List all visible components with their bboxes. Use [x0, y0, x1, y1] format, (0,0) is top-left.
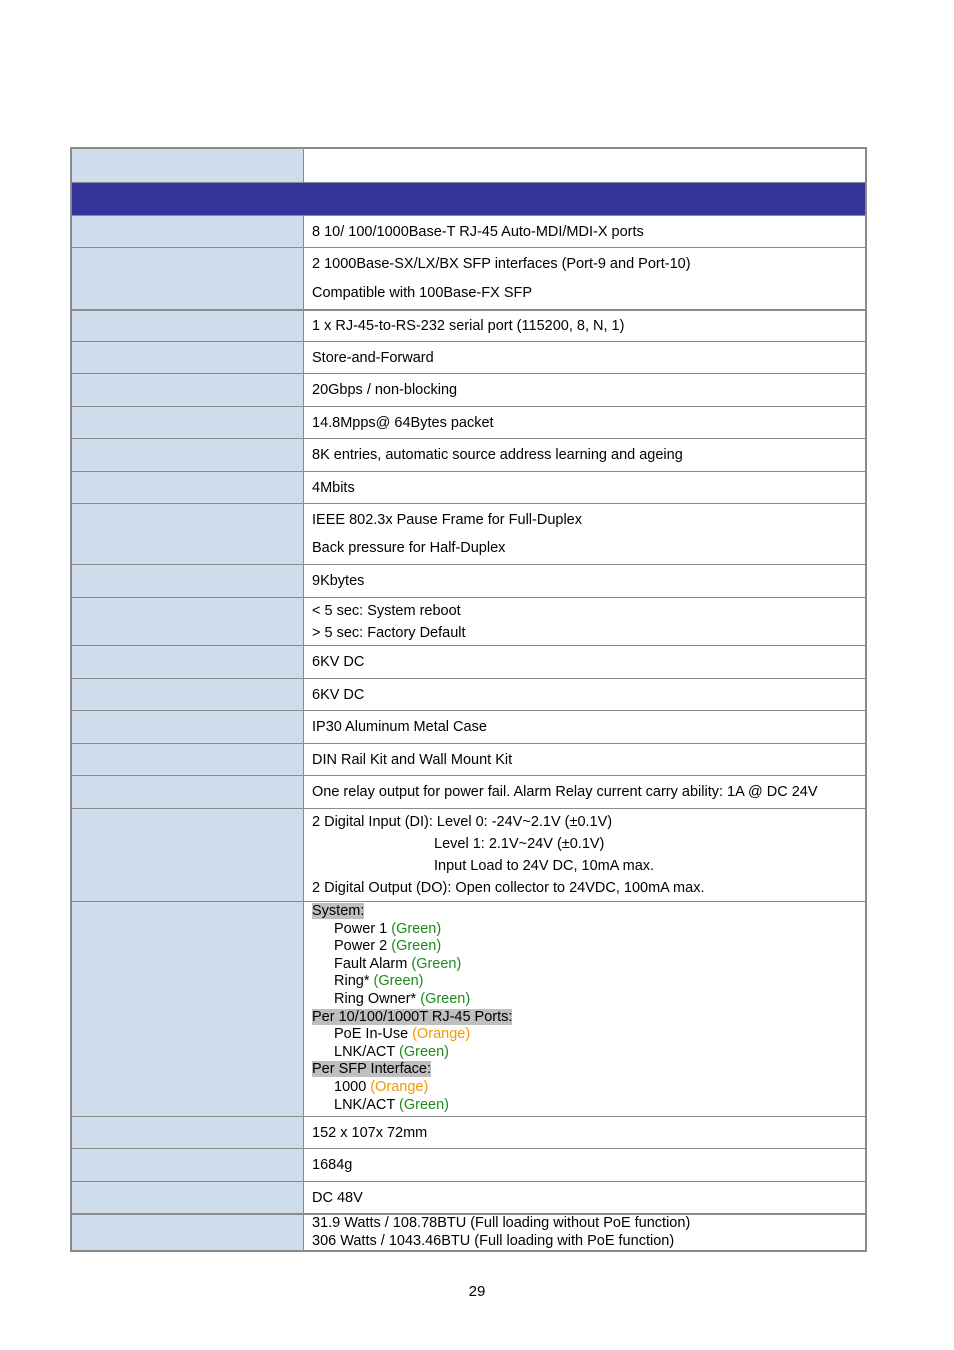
row-label [72, 472, 304, 503]
table-row [72, 247, 865, 309]
led-group-header: System: [312, 903, 365, 919]
table-row [72, 341, 865, 373]
value-line: DC 48V [312, 1189, 363, 1206]
value-line: Compatible with 100Base-FX SFP [312, 285, 533, 301]
row-value [304, 504, 865, 564]
value-line: IEEE 802.3x Pause Frame for Full-Duplex [312, 512, 582, 528]
table-row [72, 564, 865, 597]
table-row [72, 149, 865, 182]
led-item: Ring Owner* (Green) [334, 990, 471, 1007]
value-line: 2 Digital Input (DI): Level 0: -24V~2.1V (±0.1V) [312, 814, 613, 830]
row-label [72, 439, 304, 471]
table-row [72, 406, 865, 438]
table-row [72, 373, 865, 406]
value-line: 4Mbits [312, 479, 355, 496]
row-value [304, 1215, 865, 1250]
row-label [72, 776, 304, 808]
row-label [72, 216, 304, 247]
table-row [72, 503, 865, 564]
table-row [72, 1148, 865, 1181]
value-line: One relay output for power fail. Alarm Relay current carry ability: 1A @ DC 24V [312, 784, 818, 800]
row-value [304, 744, 865, 775]
led-item: Ring* (Green) [334, 973, 424, 990]
value-line: 14.8Mpps@ 64Bytes packet [312, 414, 494, 431]
value-line: 306 Watts / 1043.46BTU (Full loading with PoE function) [312, 1232, 675, 1249]
row-value [304, 149, 865, 182]
value-line: Back pressure for Half-Duplex [312, 540, 506, 556]
row-label [72, 744, 304, 775]
value-line: < 5 sec: System reboot [312, 602, 461, 619]
value-line: > 5 sec: Factory Default [312, 624, 466, 641]
value-line: 1684g [312, 1157, 353, 1173]
row-value [304, 1117, 865, 1148]
value-line: 2 Digital Output (DO): Open collector to 24VDC, 100mA max. [312, 880, 705, 896]
row-label [72, 1182, 304, 1213]
table-row [72, 710, 865, 743]
led-item: PoE In-Use (Orange) [334, 1026, 471, 1043]
row-label [72, 342, 304, 373]
row-value [304, 439, 865, 471]
row-label [72, 1149, 304, 1181]
value-line: IP30 Aluminum Metal Case [312, 719, 487, 735]
led-indicators [304, 902, 865, 1116]
row-label [72, 504, 304, 564]
row-label [72, 598, 304, 645]
row-value [304, 1182, 865, 1213]
value-line: 8 10/ 100/1000Base-T RJ-45 Auto-MDI/MDI-X ports [312, 223, 644, 240]
row-label [72, 711, 304, 743]
row-label [72, 374, 304, 406]
row-value [304, 679, 865, 710]
row-label [72, 1215, 304, 1250]
table-row [72, 1181, 865, 1213]
value-line: 152 x 107x 72mm [312, 1124, 428, 1141]
led-group-header: Per 10/100/1000T RJ-45 Ports: [312, 1008, 513, 1025]
section-header-bar [72, 182, 865, 215]
table-row [72, 438, 865, 471]
value-line: Input Load to 24V DC, 10mA max. [434, 858, 655, 874]
value-line: 20Gbps / non-blocking [312, 382, 458, 398]
value-line: 9Kbytes [312, 573, 365, 589]
value-line: 2 1000Base-SX/LX/BX SFP interfaces (Port-9 and Port-10) [312, 256, 691, 272]
row-label [72, 902, 304, 1116]
row-value [304, 472, 865, 503]
row-label [72, 248, 304, 309]
table-row [72, 678, 865, 710]
value-line: 31.9 Watts / 108.78BTU (Full loading without PoE function) [312, 1214, 691, 1231]
value-line: DIN Rail Kit and Wall Mount Kit [312, 751, 513, 768]
led-item: LNK/ACT (Green) [334, 1096, 449, 1113]
row-label [72, 311, 304, 341]
value-line: 6KV DC [312, 654, 365, 670]
value-line: 8K entries, automatic source address learning and ageing [312, 447, 683, 463]
row-value [304, 646, 865, 678]
table-row [72, 743, 865, 775]
table-row [72, 1116, 865, 1148]
value-line: Store-and-Forward [312, 349, 434, 366]
row-label [72, 646, 304, 678]
row-label [72, 809, 304, 901]
led-group-header: Per SFP Interface: [312, 1061, 432, 1078]
row-label [72, 565, 304, 597]
led-item: Power 2 (Green) [334, 938, 442, 955]
table-row [72, 597, 865, 645]
led-item: Power 1 (Green) [334, 920, 442, 937]
table-row [72, 1213, 865, 1250]
table-row [72, 309, 865, 341]
row-value [304, 598, 865, 645]
led-item: LNK/ACT (Green) [334, 1043, 449, 1060]
row-value [304, 374, 865, 406]
row-value [304, 809, 865, 901]
row-value [304, 1149, 865, 1181]
row-value [304, 565, 865, 597]
table-row [72, 645, 865, 678]
row-value [304, 407, 865, 438]
row-value [304, 216, 865, 247]
led-item: 1000 (Orange) [334, 1078, 429, 1095]
row-label [72, 679, 304, 710]
value-line: 6KV DC [312, 686, 365, 703]
page-number: 29 [468, 1283, 486, 1300]
table-row-led [72, 901, 865, 1116]
row-label [72, 407, 304, 438]
table-row [72, 775, 865, 808]
row-value [304, 311, 865, 341]
table-row [72, 471, 865, 503]
table-row [72, 215, 865, 247]
row-label [72, 149, 304, 182]
value-line: Level 1: 2.1V~24V (±0.1V) [434, 836, 605, 852]
row-label [72, 1117, 304, 1148]
table-row [72, 808, 865, 901]
row-value [304, 711, 865, 743]
row-value [304, 342, 865, 373]
spec-table [70, 147, 867, 1252]
led-item: Fault Alarm (Green) [334, 955, 462, 972]
value-line: 1 x RJ-45-to-RS-232 serial port (115200, 8, N, 1) [312, 318, 625, 334]
row-value [304, 248, 865, 309]
row-value [304, 776, 865, 808]
